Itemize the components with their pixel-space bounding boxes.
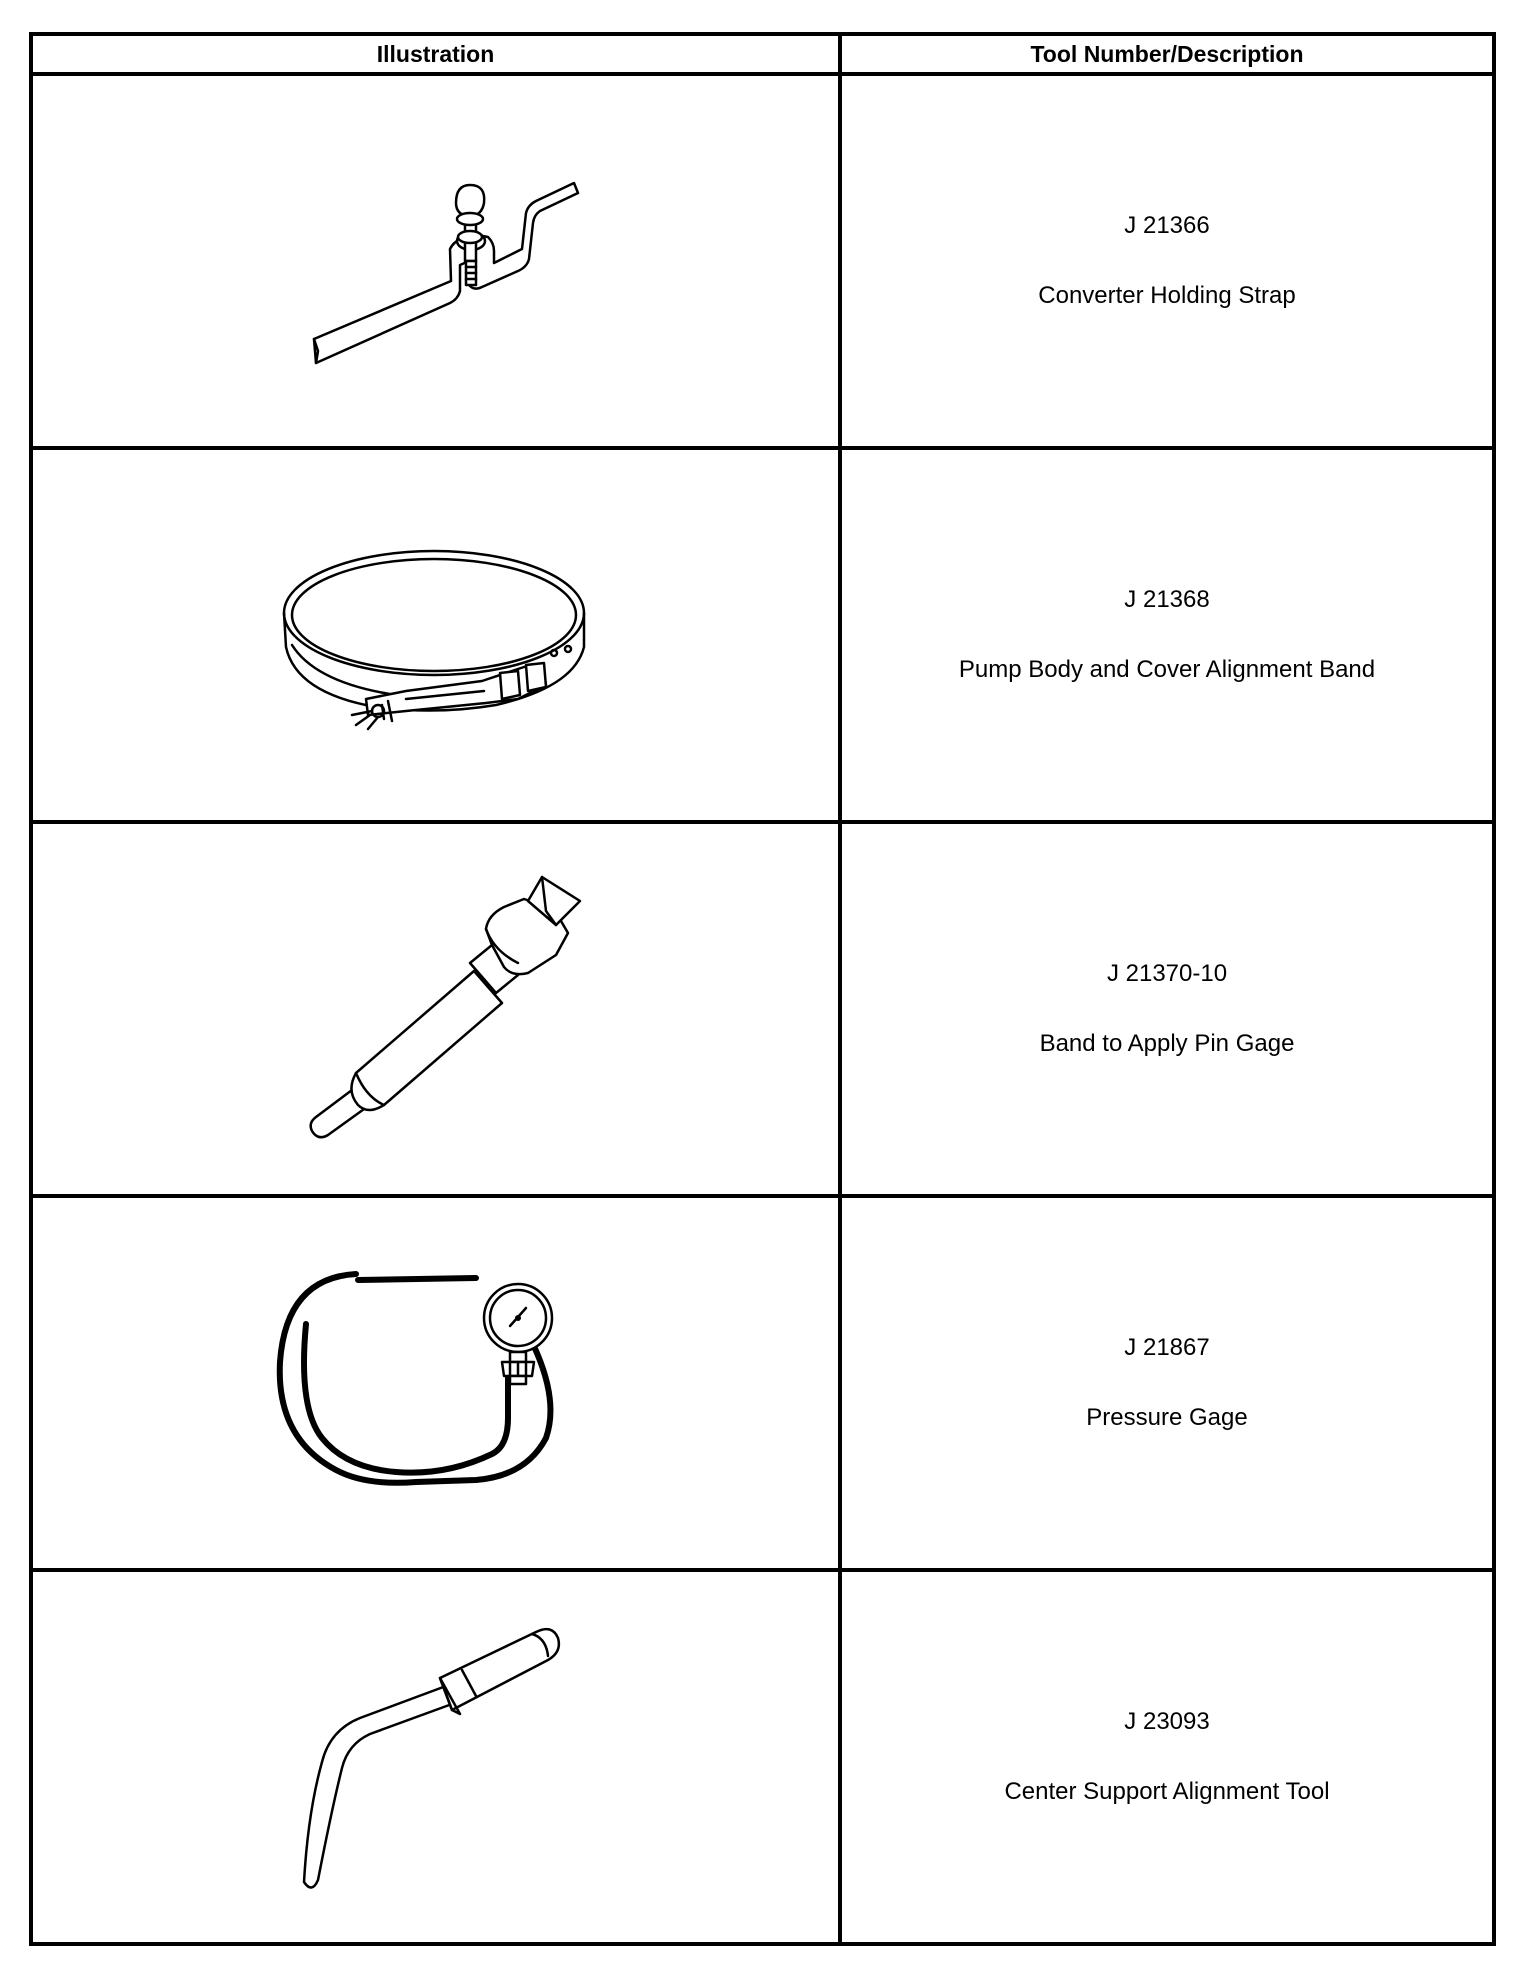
special-tools-table: [29, 32, 1496, 1946]
tool-description: Pump Body and Cover Alignment Band: [958, 656, 1376, 683]
alignment-tool-icon: [256, 1612, 616, 1902]
tool-cell: [840, 1196, 1494, 1570]
illustration-cell: [31, 1570, 840, 1944]
illustration-cell: [31, 74, 840, 448]
illustration-cell: [31, 448, 840, 822]
pin-gage-icon: [256, 859, 616, 1159]
tool-description: Band to Apply Pin Gage: [1039, 1030, 1295, 1057]
tool-cell: [840, 822, 1494, 1196]
tool-cell: [840, 74, 1494, 448]
tool-number: J 23093: [1124, 1708, 1210, 1735]
tool-number: J 21370-10: [1106, 960, 1228, 987]
converter-holding-strap-icon: [256, 141, 616, 381]
alignment-band-icon: [256, 515, 616, 755]
tool-header: Tool Number/Description: [840, 34, 1494, 74]
illustration-cell: [31, 822, 840, 1196]
tool-description: Center Support Alignment Tool: [1004, 1778, 1330, 1805]
tool-number: J 21368: [1124, 586, 1210, 613]
table-row: [31, 822, 1494, 1196]
tool-description: Converter Holding Strap: [1038, 282, 1296, 309]
table-row: [31, 448, 1494, 822]
pressure-gage-icon: [256, 1258, 616, 1508]
table-row: [31, 1570, 1494, 1944]
illustration-cell: [31, 1196, 840, 1570]
header-row: [31, 34, 1494, 74]
table-row: [31, 1196, 1494, 1570]
tool-number: J 21366: [1124, 212, 1210, 239]
tool-number: J 21867: [1124, 1334, 1210, 1361]
tool-cell: [840, 448, 1494, 822]
illustration-header: Illustration: [31, 34, 840, 74]
table-row: [31, 74, 1494, 448]
tool-description: Pressure Gage: [1086, 1404, 1248, 1431]
tool-cell: [840, 1570, 1494, 1944]
